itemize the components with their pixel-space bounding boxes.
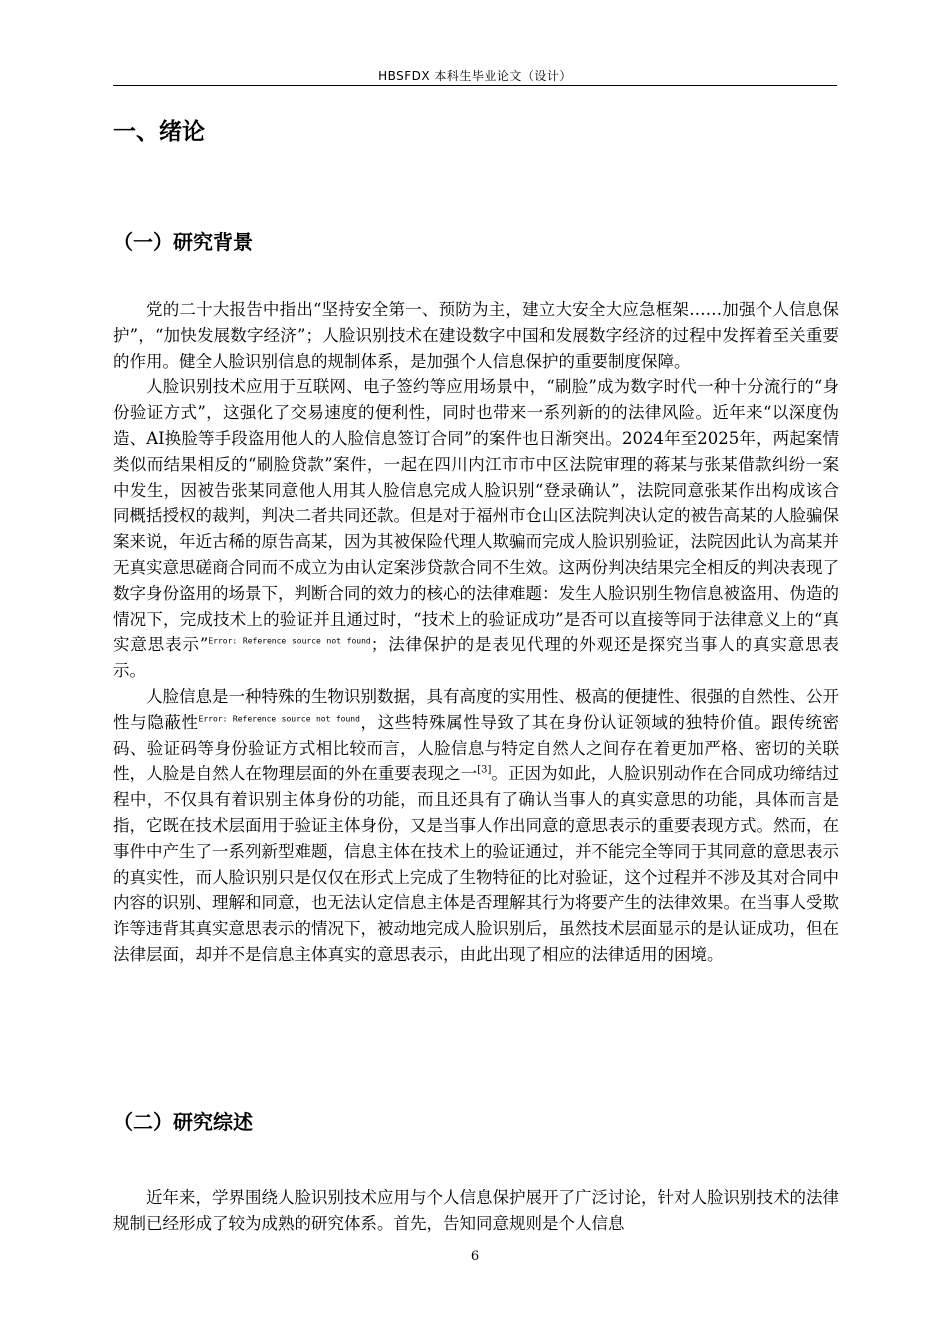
chapter-heading: 一、绪论: [113, 119, 205, 145]
paragraph-text: 人脸信息是一种特殊的生物识别数据，具有高度的实用性、极高的便捷性、很强的自然性、公开性与隐蔽性: [113, 686, 839, 732]
review-body: [113, 1185, 839, 1237]
section-heading-background: （一）研究背景: [113, 230, 253, 254]
reference-error: Error: Reference source not found: [208, 636, 371, 646]
running-header: HBSFDX 本科生毕业论文（设计）: [378, 69, 572, 83]
paragraph-text: 人脸识别技术应用于互联网、电子签约等应用场景中，“刷脸”成为数字时代一种十分流行的“身份验证方式”，这强化了交易速度的便利性，同时也带来一系列新的的法律风险。近年来“以深度伪造、AI换脸等手段盗用他人的人脸信息签订合同”的案件也日渐突出。2024年至2025年，两起案情类似而结果相反的“刷脸贷款”案件，一起在四川内江市市中区法院审理的蒋某与张某借款纠纷一案中发生，因被告张某同意他人用其人脸信息完成人脸识别“登录确认”，法院同意张某作出构成该合同概括授权的裁判，判决二者共同还款。但是对于福州市仓山区法院判决认定的被告高某的人脸骗保案来说，年近古稀的原告高某，因为其被保险代理人欺骗而完成人脸识别验证，法院因此认为高某并无真实意思磋商合同而不成立为由认定案涉贷款合同不生效。这两份判决结果完全相反的判决表现了数字身份盗用的场景下，判断合同的效力的核心的法律难题：发生人脸识别生物信息被盗用、伪造的情况下，完成技术上的验证并且通过时，“技术上的验证成功”是否可以直接等同于法律意义上的“真实意思表示”: [113, 377, 839, 655]
section-heading-review: （二）研究综述: [113, 1110, 253, 1134]
paragraph: 近年来，学界围绕人脸识别技术应用与个人信息保护展开了广泛讨论，针对人脸识别技术的法律规制已经形成了较为成熟的研究体系。首先，告知同意规则是个人信息: [113, 1188, 839, 1233]
page-number: 6: [470, 1249, 480, 1264]
background-body: [113, 297, 839, 968]
paragraph: 党的二十大报告中指出“坚持安全第一、预防为主，建立大安全大应急框架……加强个人信息保护”，“加快发展数字经济”；人脸识别技术在建设数字中国和发展数字经济的过程中发挥着至关重要的作用。健全人脸识别信息的规制体系，是加强个人信息保护的重要制度保障。: [113, 300, 839, 371]
paragraph-text: ；法律保护的是表见代理的外观还是探究当事人的真实意思表示。: [113, 635, 840, 681]
paragraph-text: 。正因为如此，人脸识别动作在合同成功缔结过程中，不仅具有着识别主体身份的功能，而且还具有了确认当事人的真实意思的功能，具体而言是指，它既在技术层面用于验证主体身份，又是当事人作出同意的意思表示的重要表现方式。然而，在事件中产生了一系列新型难题，信息主体在技术上的验证通过，并不能完全等同于其同意的意思表示的真实性，而人脸识别只是仅仅在形式上完成了生物特征的比对验证，这个过程并不涉及其对合同中内容的识别、理解和同意，也无法认定信息主体是否理解其行为将要产生的法律效果。在当事人受欺诈等违背其真实意思表示的情况下，被动地完成人脸识别后，虽然技术层面显示的是认证成功，但在法律层面，却并不是信息主体真实的意思表示，由此出现了相应的法律适用的困境。: [113, 764, 840, 964]
paragraph-text: ，这些特殊属性导致了其在身份认证领域的独特价值。跟传统密码、验证码等身份验证方式相比较而言，人脸信息与特定自然人之间存在着更加严格、密切的关联性，人脸是自然人在物理层面的外在重要表现之一: [113, 712, 839, 784]
paragraph: [113, 684, 839, 968]
citation-marker: [3]: [477, 764, 492, 776]
paragraph: [113, 374, 839, 684]
reference-error: Error: Reference source not found: [198, 714, 360, 724]
header-rule: [113, 85, 837, 86]
